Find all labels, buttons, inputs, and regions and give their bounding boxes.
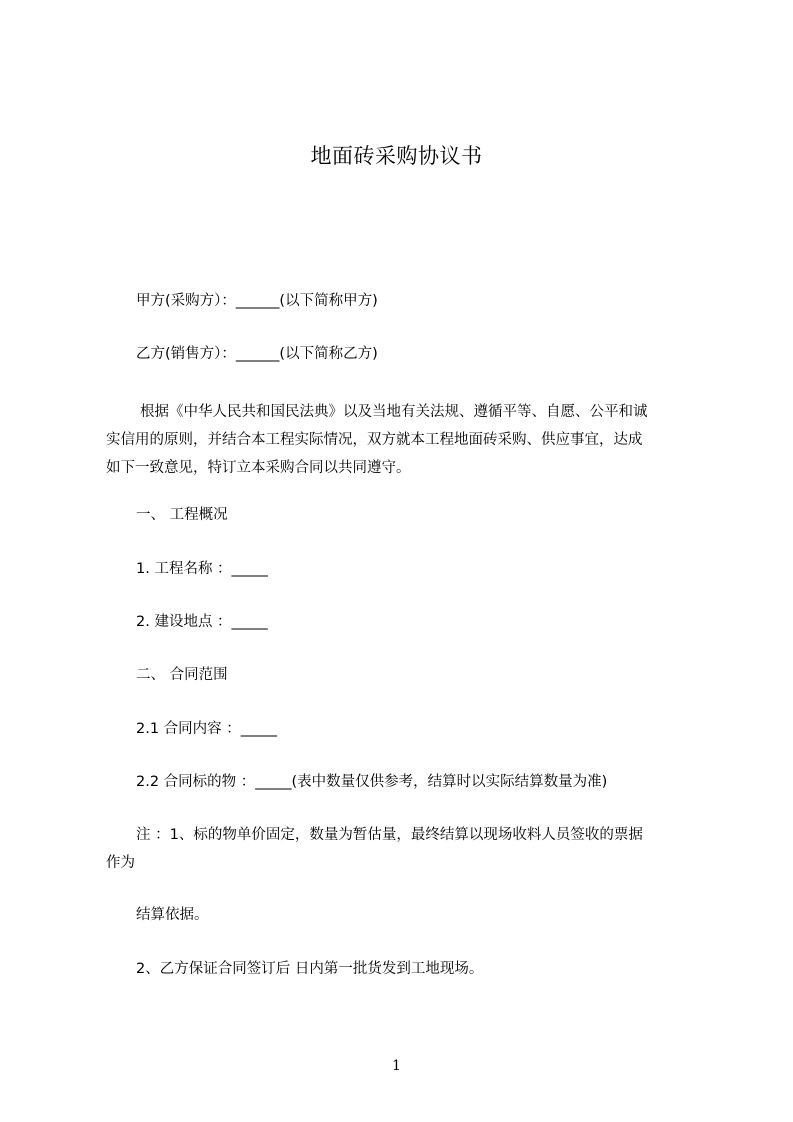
construction-site-line: 2. 建设地点 ：_____ <box>136 614 268 630</box>
preamble-paragraph <box>106 398 706 482</box>
project-name-line: 1. 工程名称 ：_____ <box>136 561 268 577</box>
note-line-4: 2、乙方保证合同签订后 日内第一批货发到工地现场。 <box>136 961 484 977</box>
note-paragraph <box>106 821 706 877</box>
party-a-line: 甲方(采购方）：______(以下简称甲方) <box>136 293 378 309</box>
contract-subject-line: 2.2 合同标的物 ：_____(表中数量仅供参考，结算时以实际结算数量为准) <box>136 774 608 790</box>
section-2-heading: 二、 合同范围 <box>136 667 228 683</box>
preamble-line-2: 实信用的原则，并结合本工程实际情况，双方就本工程地面砖采购、供应事宜，达成 <box>106 432 643 448</box>
document-title: 地面砖采购协议书 <box>310 144 483 168</box>
note-line-2: 作为 <box>106 855 135 871</box>
page-number: 1 <box>392 1058 401 1074</box>
note-line-1: 注 ：1、标的物单价固定，数量为暂估量，最终结算以现场收料人员签收的票据 <box>136 827 643 843</box>
preamble-line-1: 根据《中华人民共和国民法典》以及当地有关法规、遵循平等、自愿、公平和诚 <box>140 404 648 420</box>
preamble-line-3: 如下一致意见，特订立本采购合同以共同遵守。 <box>106 460 411 476</box>
section-1-heading: 一、 工程概况 <box>136 507 228 523</box>
note-line-3: 结算依据。 <box>136 907 209 923</box>
contract-content-line: 2.1 合同内容 ：_____ <box>136 721 278 737</box>
party-b-line: 乙方(销售方）：______(以下简称乙方) <box>136 346 378 362</box>
